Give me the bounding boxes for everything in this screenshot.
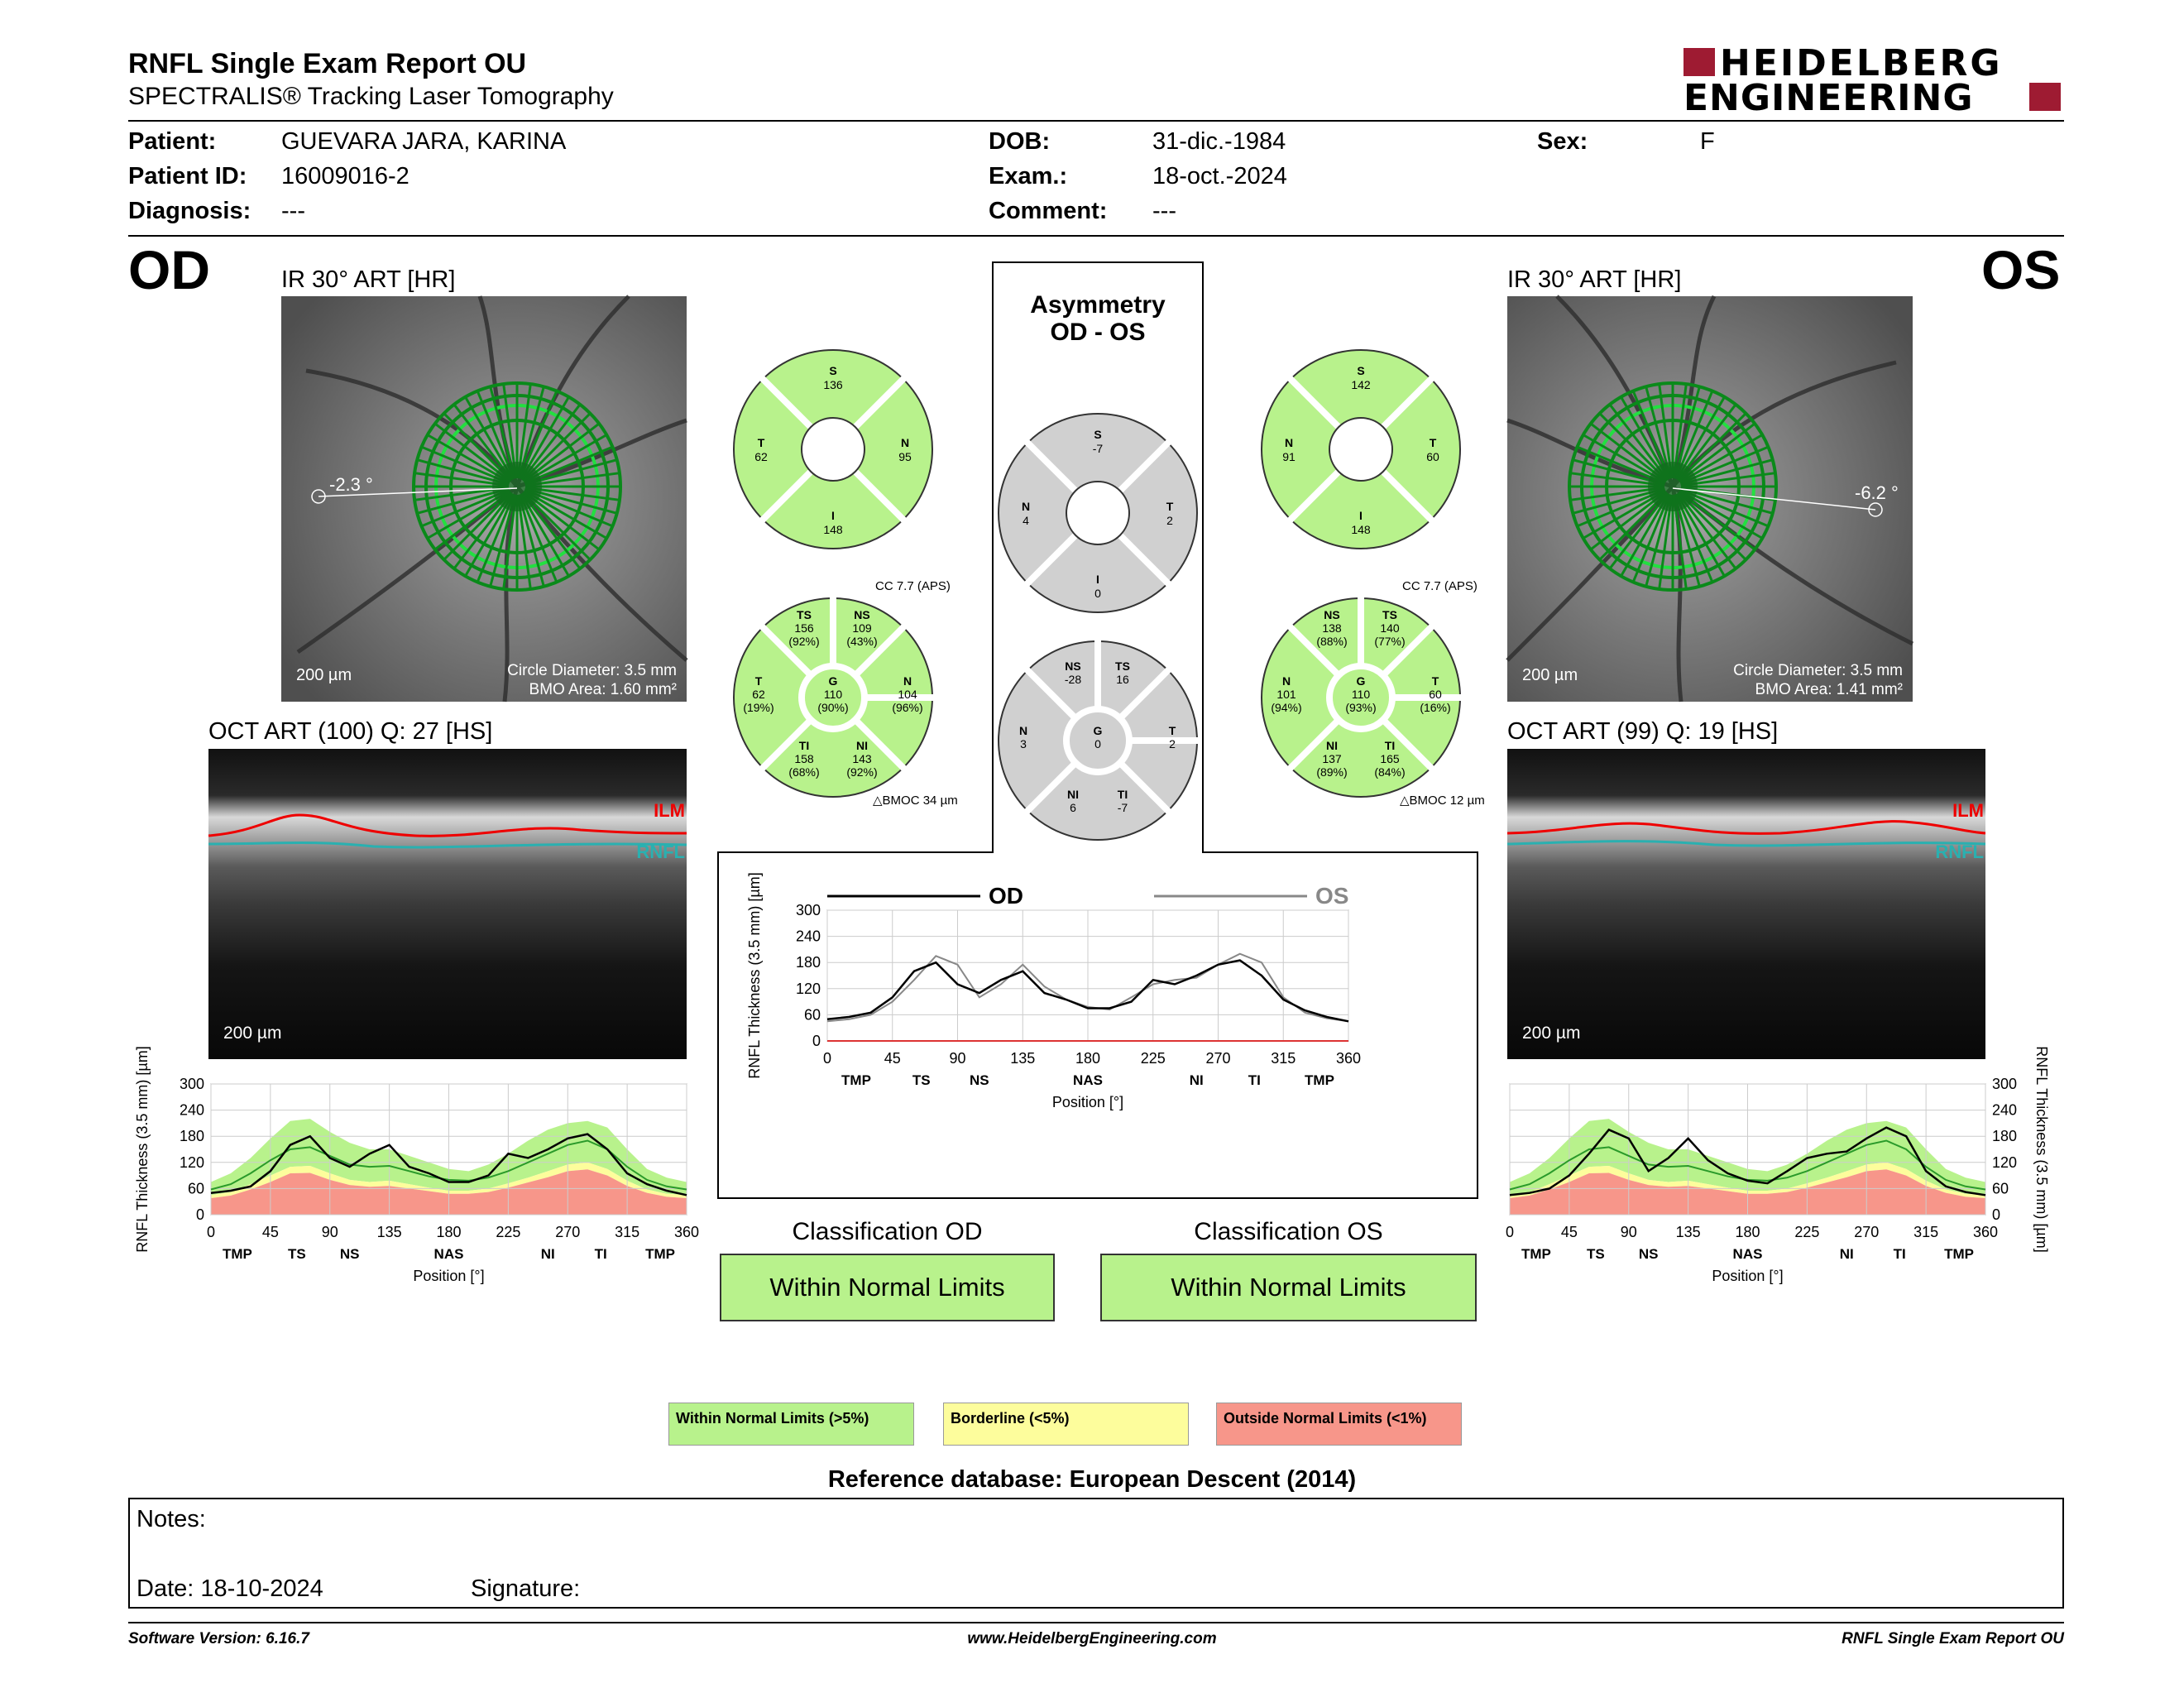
dob-label: DOB: <box>989 128 1051 155</box>
os-scale-label: 200 µm <box>1522 666 1578 684</box>
x-tick-label: 0 <box>1505 1224 1515 1240</box>
notes-signature: Signature: <box>471 1575 581 1602</box>
os-value-T: 60 <box>1429 688 1442 701</box>
od-label-TS: TS <box>797 608 812 621</box>
divider <box>128 235 2064 237</box>
x-tick-label: 360 <box>1972 1224 1999 1240</box>
x-tick-label: 135 <box>1675 1224 1701 1240</box>
asym-quadrant-circle <box>994 410 1201 616</box>
sector-label: TI <box>594 1246 607 1262</box>
x-tick-label: 180 <box>1075 1050 1101 1067</box>
os-ilm-label: ILM <box>1952 800 1984 821</box>
asym-value-S: -7 <box>1092 442 1104 455</box>
asym-label-TS: TS <box>1115 659 1130 673</box>
logo-square-icon <box>2029 83 2061 111</box>
os-label-I: I <box>1359 509 1363 522</box>
x-tick-label: 135 <box>1010 1050 1036 1067</box>
sector-label: NI <box>1839 1246 1854 1262</box>
x-tick-label: 225 <box>1140 1050 1166 1067</box>
classification-os-title: Classification OS <box>1194 1218 1383 1245</box>
y-axis-label: RNFL Thickness (3.5 mm) [µm] <box>2033 1046 2050 1253</box>
os-value-NI: (89%) <box>1316 765 1348 779</box>
sex-label: Sex: <box>1537 128 1588 155</box>
y-axis-label: RNFL Thickness (3.5 mm) [µm] <box>134 1046 151 1253</box>
asym-value-G: 0 <box>1094 737 1101 750</box>
x-tick-label: 90 <box>949 1050 966 1067</box>
od-label-I: I <box>831 509 835 522</box>
comment-label: Comment: <box>989 198 1108 224</box>
os-rnfl-label: RNFL <box>1935 842 1984 862</box>
os-label-NI: NI <box>1326 739 1338 752</box>
od-label-NI: NI <box>856 739 868 752</box>
od-bmoc-value: BMOC 34 µm <box>882 794 958 808</box>
x-tick-label: 45 <box>1560 1224 1578 1240</box>
os-label-S: S <box>1357 364 1365 377</box>
sector-label: TMP <box>841 1072 871 1088</box>
report-subtitle: SPECTRALIS® Tracking Laser Tomography <box>128 83 614 110</box>
os-value-I: 148 <box>1351 523 1371 536</box>
comment-value: --- <box>1152 198 1176 224</box>
x-tick-label: 0 <box>822 1050 832 1067</box>
logo-line1: HEIDELBERG <box>1720 42 2003 84</box>
os-value-T: (16%) <box>1420 701 1451 714</box>
legend-within-normal: Within Normal Limits (>5%) <box>668 1403 914 1446</box>
asymmetry-chart <box>745 873 1382 1146</box>
os-value-T: 60 <box>1426 450 1439 463</box>
logo-square-icon <box>1684 48 1715 76</box>
sector-label: NI <box>540 1246 555 1262</box>
y-tick-label: 60 <box>803 1006 821 1024</box>
x-tick-label: 135 <box>376 1224 402 1240</box>
os-bmoc: △BMOC 12 µm <box>1400 794 1485 808</box>
asym-sector-circle <box>994 637 1201 844</box>
od-fundus-image <box>281 296 687 702</box>
os-quadrant-circle <box>1257 346 1464 553</box>
od-value-TS: 156 <box>794 621 814 635</box>
x-tick-label: 45 <box>261 1224 279 1240</box>
asym-value-T: 2 <box>1166 514 1173 527</box>
y-tick-label: 120 <box>179 1153 204 1171</box>
notes-date: Date: 18-10-2024 <box>136 1575 323 1602</box>
od-label-S: S <box>829 364 837 377</box>
sector-label: TMP <box>1944 1246 1975 1262</box>
sector-label: TI <box>1248 1072 1261 1088</box>
os-bmoc-value: BMOC 12 µm <box>1409 794 1485 808</box>
sector-label: TS <box>912 1072 931 1088</box>
os-rnfl-chart <box>1502 1046 2064 1328</box>
os-value-TS: 140 <box>1380 621 1400 635</box>
od-value-TS: (92%) <box>788 635 820 648</box>
asym-value-NS: -28 <box>1064 673 1082 686</box>
patient-id-label: Patient ID: <box>128 163 247 189</box>
od-value-NI: 143 <box>852 752 872 765</box>
os-value-TI: 165 <box>1380 752 1400 765</box>
sector-label: TMP <box>1521 1246 1551 1262</box>
y-tick-label: 180 <box>795 954 821 971</box>
sector-label: NAS <box>1732 1246 1763 1262</box>
y-tick-label: 180 <box>1992 1128 2018 1145</box>
od-value-S: 136 <box>823 378 843 391</box>
sector-label: TS <box>287 1246 306 1262</box>
od-label-N: N <box>903 674 912 688</box>
sex-value: F <box>1700 128 1715 155</box>
od-label-T: T <box>754 674 763 688</box>
x-tick-label: 90 <box>1620 1224 1637 1240</box>
od-value-TI: (68%) <box>788 765 820 779</box>
y-tick-label: 240 <box>179 1101 204 1119</box>
y-tick-label: 120 <box>1992 1153 2018 1171</box>
x-tick-label: 90 <box>321 1224 338 1240</box>
os-value-G: 110 <box>1351 688 1371 701</box>
x-axis-label: Position [°] <box>413 1268 485 1284</box>
y-tick-label: 120 <box>795 980 821 997</box>
sector-label: TMP <box>645 1246 676 1262</box>
y-tick-label: 0 <box>812 1033 821 1049</box>
od-label-TI: TI <box>798 739 810 752</box>
y-tick-label: 300 <box>179 1076 204 1092</box>
x-tick-label: 360 <box>1335 1050 1362 1067</box>
os-sector-circle <box>1257 594 1464 801</box>
os-value-N: 91 <box>1282 450 1296 463</box>
logo-line2: ENGINEERING <box>1684 77 1974 119</box>
od-oct-image <box>208 749 687 1059</box>
os-ir-label: IR 30° ART [HR] <box>1507 266 1682 293</box>
asym-value-TS: 16 <box>1116 673 1129 686</box>
sector-label: TMP <box>222 1246 252 1262</box>
asymmetry-subtitle: OD - OS <box>1050 319 1146 346</box>
od-cc: CC 7.7 (APS) <box>875 579 951 593</box>
sector-label: NAS <box>433 1246 464 1262</box>
x-tick-label: 180 <box>1735 1224 1760 1240</box>
sector-label: TMP <box>1305 1072 1334 1088</box>
os-value-NI: 137 <box>1322 752 1342 765</box>
legend-os: OS <box>1315 883 1349 909</box>
od-quadrant-circle <box>730 346 936 553</box>
os-value-S: 142 <box>1351 378 1371 391</box>
od-value-T: 62 <box>754 450 768 463</box>
x-axis-label: Position [°] <box>1051 1094 1124 1110</box>
os-oct-label: OCT ART (99) Q: 19 [HS] <box>1507 718 1779 745</box>
asym-label-S: S <box>1094 428 1102 441</box>
od-value-NI: (92%) <box>846 765 878 779</box>
sector-label: NS <box>1638 1246 1659 1262</box>
diagnosis-label: Diagnosis: <box>128 198 251 224</box>
x-tick-label: 0 <box>206 1224 216 1240</box>
od-circle-diameter: Circle Diameter: 3.5 mm <box>507 662 677 679</box>
legend-outside-normal: Outside Normal Limits (<1%) <box>1216 1403 1462 1446</box>
od-angle: -2.3 ° <box>329 474 373 495</box>
os-value-G: (93%) <box>1345 701 1377 714</box>
classification-od-title: Classification OD <box>792 1218 983 1245</box>
y-tick-label: 300 <box>795 902 821 918</box>
reference-database: Reference database: European Descent (2014) <box>827 1466 1357 1493</box>
patient-label: Patient: <box>128 128 217 155</box>
od-label-T: T <box>757 436 765 449</box>
asym-value-N: 3 <box>1020 737 1027 750</box>
od-value-I: 148 <box>823 523 843 536</box>
od-oct-scale: 200 µm <box>223 1024 282 1043</box>
od-ir-label: IR 30° ART [HR] <box>281 266 456 293</box>
x-tick-label: 225 <box>1794 1224 1820 1240</box>
od-ilm-label: ILM <box>654 800 685 821</box>
asym-label-NI: NI <box>1067 788 1079 801</box>
od-label-N: N <box>900 436 910 449</box>
od-bmo-area: BMO Area: 1.60 mm² <box>529 681 677 698</box>
os-bmo-area: BMO Area: 1.41 mm² <box>1755 681 1903 698</box>
legend-od: OD <box>989 883 1023 909</box>
od-sector-circle <box>730 594 936 801</box>
os-label-T: T <box>1429 436 1437 449</box>
x-tick-label: 270 <box>1854 1224 1880 1240</box>
os-label-N: N <box>1284 436 1294 449</box>
patient-id-value: 16009016-2 <box>281 163 410 189</box>
os-cc: CC 7.7 (APS) <box>1402 579 1478 593</box>
od-value-NS: 109 <box>852 621 872 635</box>
dob-value: 31-dic.-1984 <box>1152 128 1286 155</box>
od-value-T: 62 <box>752 688 765 701</box>
od-value-N: (96%) <box>892 701 923 714</box>
asym-label-T: T <box>1166 500 1174 513</box>
asym-label-I: I <box>1096 573 1099 586</box>
report-title: RNFL Single Exam Report OU <box>128 48 527 79</box>
exam-value: 18-oct.-2024 <box>1152 163 1287 189</box>
classification-od-box: Within Normal Limits <box>720 1254 1055 1321</box>
sector-label: NS <box>339 1246 360 1262</box>
sector-label: TS <box>1586 1246 1605 1262</box>
diagnosis-value: --- <box>281 198 305 224</box>
y-tick-label: 240 <box>795 928 821 945</box>
od-scale-label: 200 µm <box>296 666 352 684</box>
os-value-N: (94%) <box>1271 701 1302 714</box>
asym-label-T: T <box>1168 724 1176 737</box>
x-tick-label: 45 <box>884 1050 901 1067</box>
footer-url[interactable]: www.HeidelbergEngineering.com <box>967 1630 1217 1647</box>
os-circle-diameter: Circle Diameter: 3.5 mm <box>1733 662 1903 679</box>
os-fundus-image <box>1507 296 1913 702</box>
os-value-NS: 138 <box>1322 621 1342 635</box>
x-tick-label: 270 <box>555 1224 581 1240</box>
y-tick-label: 240 <box>1992 1101 2018 1119</box>
od-value-G: (90%) <box>817 701 849 714</box>
exam-label: Exam.: <box>989 163 1068 189</box>
od-rnfl-label: RNFL <box>636 842 685 862</box>
legend-borderline: Borderline (<5%) <box>943 1403 1189 1446</box>
os-label-N: N <box>1281 674 1291 688</box>
y-axis-label: RNFL Thickness (3.5 mm) [µm] <box>746 872 763 1079</box>
od-bmoc: △BMOC 34 µm <box>873 794 958 808</box>
heidelberg-logo <box>1684 42 2064 119</box>
y-tick-label: 300 <box>1992 1076 2018 1092</box>
asym-value-T: 2 <box>1169 737 1176 750</box>
od-value-T: (19%) <box>743 701 774 714</box>
divider <box>128 120 2064 122</box>
footer-version: Software Version: 6.16.7 <box>128 1630 309 1647</box>
footer-report: RNFL Single Exam Report OU <box>1842 1630 2064 1647</box>
notes-box[interactable] <box>128 1498 2064 1609</box>
classification-os-box: Within Normal Limits <box>1100 1254 1477 1321</box>
y-tick-label: 0 <box>1992 1206 2001 1223</box>
asym-label-NS: NS <box>1065 659 1081 673</box>
sector-label: NS <box>969 1072 989 1088</box>
od-value-N: 104 <box>898 688 917 701</box>
os-label-TI: TI <box>1384 739 1396 752</box>
os-label-G: G <box>1356 674 1366 688</box>
os-value-TS: (77%) <box>1374 635 1406 648</box>
y-tick-label: 60 <box>187 1180 204 1197</box>
od-rnfl-chart <box>132 1046 700 1328</box>
od-value-TI: 158 <box>794 752 814 765</box>
asym-label-N: N <box>1021 500 1031 513</box>
asymmetry-title: Asymmetry <box>1030 291 1166 319</box>
asym-label-N: N <box>1018 724 1028 737</box>
os-oct-image <box>1507 749 1985 1059</box>
sector-label: NI <box>1189 1072 1204 1088</box>
od-value-N: 95 <box>898 450 912 463</box>
patient-value: GUEVARA JARA, KARINA <box>281 128 567 155</box>
os-value-NS: (88%) <box>1316 635 1348 648</box>
asym-label-G: G <box>1093 724 1103 737</box>
asym-label-TI: TI <box>1117 788 1128 801</box>
od-value-G: 110 <box>823 688 843 701</box>
x-tick-label: 225 <box>496 1224 521 1240</box>
x-tick-label: 270 <box>1205 1050 1231 1067</box>
eye-label-od: OD <box>128 239 210 300</box>
asym-value-TI: -7 <box>1117 801 1128 814</box>
asym-value-I: 0 <box>1094 587 1101 600</box>
asym-value-N: 4 <box>1023 514 1029 527</box>
sector-label: NAS <box>1073 1072 1103 1088</box>
x-tick-label: 360 <box>673 1224 700 1240</box>
eye-label-os: OS <box>1981 239 2061 300</box>
y-tick-label: 0 <box>195 1206 204 1223</box>
x-tick-label: 180 <box>436 1224 462 1240</box>
asym-value-NI: 6 <box>1070 801 1076 814</box>
x-axis-label: Position [°] <box>1712 1268 1784 1284</box>
x-tick-label: 315 <box>615 1224 640 1240</box>
x-tick-label: 315 <box>1271 1050 1296 1067</box>
sector-label: TI <box>1893 1246 1906 1262</box>
x-tick-label: 315 <box>1913 1224 1939 1240</box>
os-oct-scale: 200 µm <box>1522 1024 1581 1043</box>
y-tick-label: 180 <box>179 1128 204 1145</box>
od-oct-label: OCT ART (100) Q: 27 [HS] <box>208 718 493 745</box>
os-value-N: 101 <box>1276 688 1296 701</box>
os-label-T: T <box>1431 674 1439 688</box>
os-angle: -6.2 ° <box>1855 482 1899 503</box>
od-value-NS: (43%) <box>846 635 878 648</box>
notes-label: Notes: <box>136 1506 206 1532</box>
od-label-NS: NS <box>854 608 870 621</box>
y-tick-label: 60 <box>1992 1180 2009 1197</box>
od-label-G: G <box>828 674 838 688</box>
os-label-NS: NS <box>1324 608 1340 621</box>
os-value-TI: (84%) <box>1374 765 1406 779</box>
divider <box>128 1622 2064 1623</box>
os-label-TS: TS <box>1382 608 1397 621</box>
